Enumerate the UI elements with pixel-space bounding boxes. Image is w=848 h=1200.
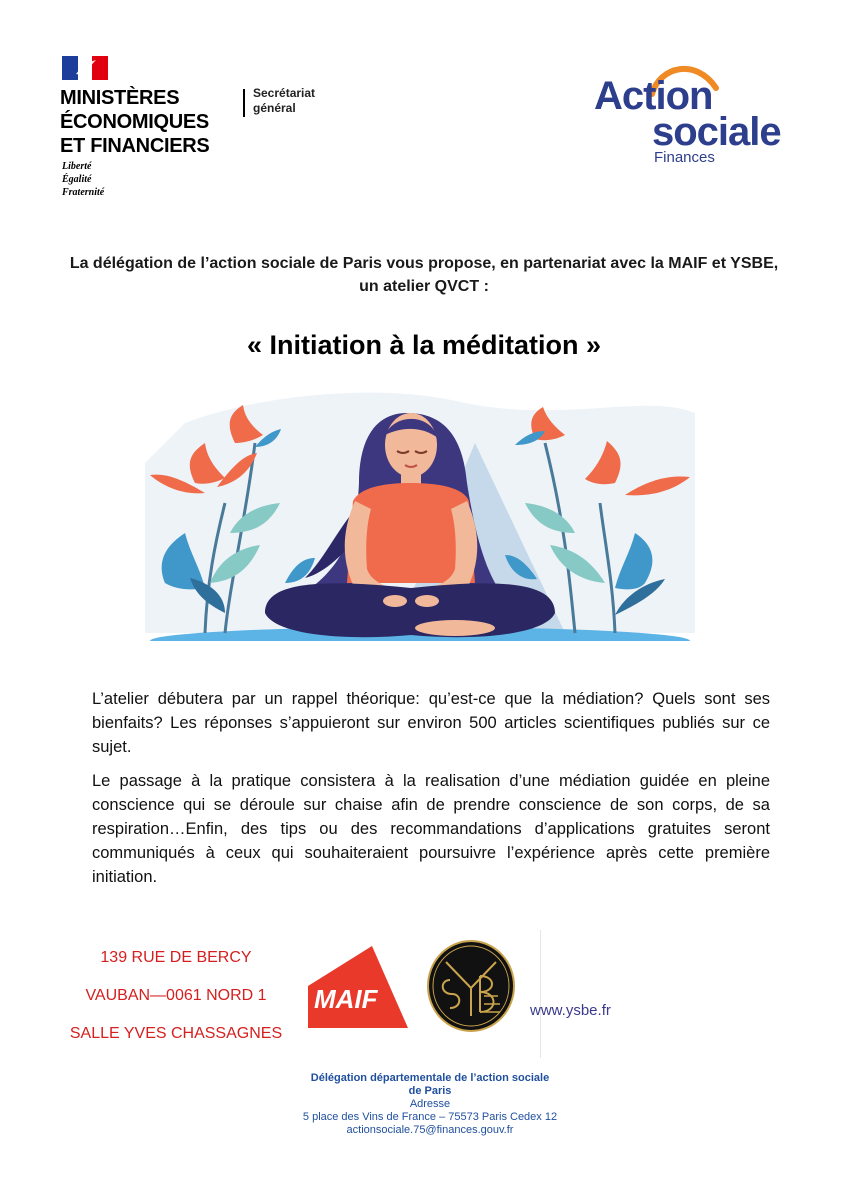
ysbe-website-link[interactable]: www.ysbe.fr <box>530 1002 611 1019</box>
divider <box>540 930 541 1058</box>
address-line-1: 139 RUE DE BERCY <box>100 949 252 966</box>
paragraph-practice: Le passage à la pratique consistera à la realisation d’une médiation guidée en pleine conscience qui se déroule sur chaise afin de prendre conscience de son corps, de sa respiration…Enfin, des tips ou des recommandations d’applications gratuites seront communiqués à ceux qui souhaiteraient poursuivre l’expérience après cette première initiation. <box>92 772 770 886</box>
maif-logo <box>306 944 410 1030</box>
footer-address: 5 place des Vins de France – 75573 Paris Cedex 12 <box>302 1111 558 1123</box>
footer-delegation: Délégation départementale de l’action sociale <box>310 1072 550 1084</box>
french-flag-icon <box>62 56 108 80</box>
action-sociale-logo <box>594 58 781 178</box>
sociale-word: sociale <box>652 110 781 154</box>
footer <box>280 1072 580 1137</box>
body-text <box>92 687 770 899</box>
ysbe-logo <box>426 940 516 1032</box>
ministry-name: MINISTÈRES ÉCONOMIQUES ET FINANCIERS <box>60 87 210 157</box>
ministry-logo <box>60 56 330 206</box>
republic-motto: Liberté Égalité Fraternité <box>62 161 105 198</box>
footer-city: de Paris <box>408 1085 452 1097</box>
intro-text: La délégation de l’action sociale de Paris vous propose, en partenariat avec la MAIF et YSBE, un atelier QVCT : <box>69 255 779 295</box>
paragraph-theory: L’atelier débutera par un rappel théorique: qu’est-ce que la médiation? Quels sont ses bienfaits? Les réponses s’appuieront sur environ 500 articles scientifiques publiés sur ce sujet. <box>92 690 770 756</box>
address-line-3: SALLE YVES CHASSAGNES <box>69 1025 283 1042</box>
event-address <box>60 946 292 1060</box>
meditation-illustration <box>145 383 695 658</box>
action-word: Action <box>594 74 713 118</box>
maif-logo-text: MAIF <box>314 984 378 1014</box>
logo-separator <box>243 89 245 117</box>
secretariat-general-label: Secrétariat général <box>253 86 316 115</box>
finances-word: Finances <box>654 149 715 166</box>
footer-address-label: Adresse <box>409 1098 451 1110</box>
page-title: « Initiation à la méditation » <box>246 330 602 360</box>
address-line-2: VAUBAN—0061 NORD 1 <box>85 987 267 1004</box>
footer-email[interactable]: actionsociale.75@finances.gouv.fr <box>346 1124 514 1136</box>
